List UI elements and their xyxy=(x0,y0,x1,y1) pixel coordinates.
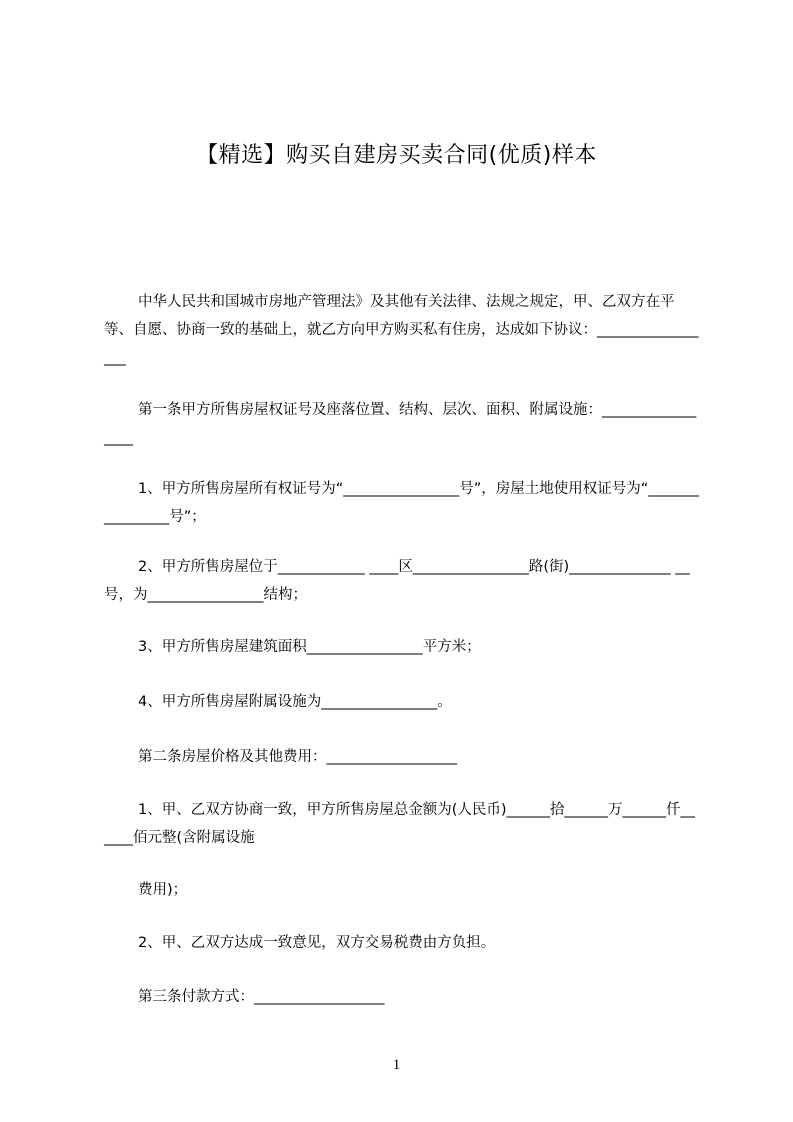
clause-1-2: 2、甲方所售房屋位于____________ ____区________________路(街)______________ __号，为________________结构； xyxy=(104,559,690,603)
article-1-heading: 第一条甲方所售房屋权证号及座落位置、结构、层次、面积、附属设施：_________________ xyxy=(104,402,697,446)
page-number: 1 xyxy=(392,1057,401,1073)
clause-1-4: 4、甲方所售房屋附属设施为________________。 xyxy=(138,694,452,710)
clause-2-1-continued: 费用)； xyxy=(138,882,188,898)
clause-1-3: 3、甲方所售房屋建筑面积________________平方米； xyxy=(138,639,481,655)
document-title: 【精选】购买自建房买卖合同(优质)样本 xyxy=(196,143,597,168)
intro-paragraph: 中华人民共和国城市房地产管理法》及其他有关法律、法规之规定，甲、乙双方在平等、自愿、协商一致的基础上，就乙方向甲方购买私有住房，达成如下协议：_________________ xyxy=(104,294,699,366)
article-2-heading: 第二条房屋价格及其他费用：__________________ xyxy=(138,749,457,765)
article-3-heading: 第三条付款方式：__________________ xyxy=(138,989,385,1005)
clause-1-1: 1、甲方所售房屋所有权证号为“________________号”，房屋土地使用权证号为“________________号”； xyxy=(104,481,700,525)
clause-2-2: 2、甲、乙双方达成一致意见，双方交易税费由方负担。 xyxy=(138,935,496,951)
clause-2-1: 1、甲、乙双方协商一致，甲方所售房屋总金额为(人民币)______拾______万______仟______佰元整(含附属设施 xyxy=(104,802,696,846)
